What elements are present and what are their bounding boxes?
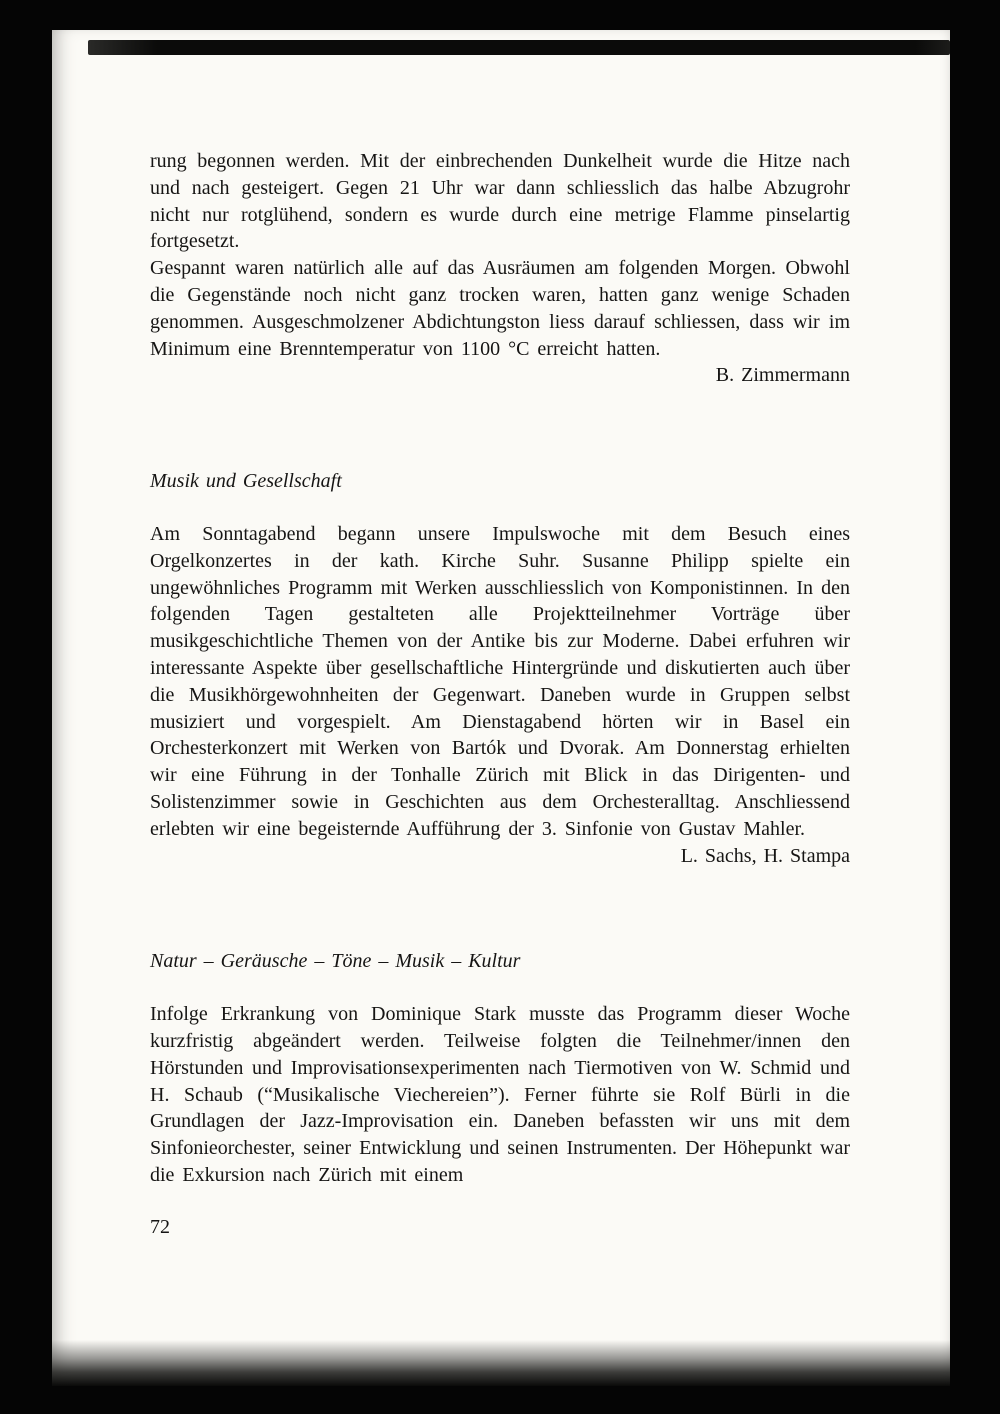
paragraph-musik-und-gesellschaft: Am Sonntagabend begann unsere Impulswoche mit dem Besuch eines Orgelkonzertes in der kath. Kirche Suhr. Susanne Philipp spielte ein ungewöhnliches Programm mit Werken ausschliesslich von Komponistinnen. In den folgenden Tagen gestalteten alle Projektteilnehmer Vorträge über musikgeschichtliche Themen von der Antike bis zur Moderne. Dabei erfuhren wir interessante Aspekte über gesellschaftliche Hintergründe und diskutierten auch über die Musikhörgewohnheiten der Gegenwart. Daneben wurde in Gruppen selbst musiziert und vorgespielt. Am Dienstagabend hörten wir in Basel ein Orchesterkonzert mit Werken von Bartók und Dvorak. Am Donnerstag erhielten wir eine Führung in der Tonhalle Zürich mit Blick in das Dirigenten- und Solistenzimmer sowie in Geschichten aus dem Orchesteralltag. Anschliessend erlebten wir eine begeisternde Aufführung der 3. Sinfonie von Gustav Mahler. — [150, 522, 850, 840]
signature-zimmermann: B. Zimmermann — [715, 364, 850, 387]
page-content — [150, 148, 850, 1241]
document-page — [52, 30, 950, 1386]
paragraph-natur-geraeusche: Infolge Erkrankung von Dominique Stark musste das Programm dieser Woche kurzfristig abgeändert werden. Teilweise folgten die Teilnehmer/innen den Hörstunden und Improvisationsexperimenten nach Tiermotiven von W. Schmid und H. Schaub (“Musikalische Viechereien”). Ferner führte sie Rolf Bürli in die Grundlagen der Jazz-Improvisation ein. Daneben befassten wir uns mit dem Sinfonieorchester, seiner Entwicklung und seinen Instrumenten. Der Höhepunkt war die Exkursion nach Zürich mit einem — [150, 1003, 850, 1186]
signature-sachs-stampa: L. Sachs, H. Stampa — [680, 844, 850, 867]
scan-artifact-top-bar — [88, 40, 950, 55]
page-number: 72 — [150, 1215, 170, 1238]
heading-musik-und-gesellschaft: Musik und Gesellschaft — [150, 470, 342, 493]
scan-artifact-bottom-shadow — [52, 1340, 950, 1386]
paragraph-kiln-firing-2: Gespannt waren natürlich alle auf das Ausräumen am folgenden Morgen. Obwohl die Gegenstände noch nicht ganz trocken waren, hatten ganz wenige Schaden genommen. Ausgeschmolzener Abdichtungston liess darauf schliessen, dass wir im Minimum eine Brenntemperatur von 1100 °C erreicht hatten. — [150, 257, 850, 360]
paragraph-kiln-firing-1: rung begonnen werden. Mit der einbrechenden Dunkelheit wurde die Hitze nach und nach gesteigert. Gegen 21 Uhr war dann schliesslich das halbe Abzugrohr nicht nur rotglühend, sondern es wurde durch eine metrige Flamme pinselartig fortgesetzt. — [150, 150, 850, 253]
heading-natur-geraeusche-toene-musik-kultur: Natur – Geräusche – Töne – Musik – Kultur — [150, 950, 521, 973]
